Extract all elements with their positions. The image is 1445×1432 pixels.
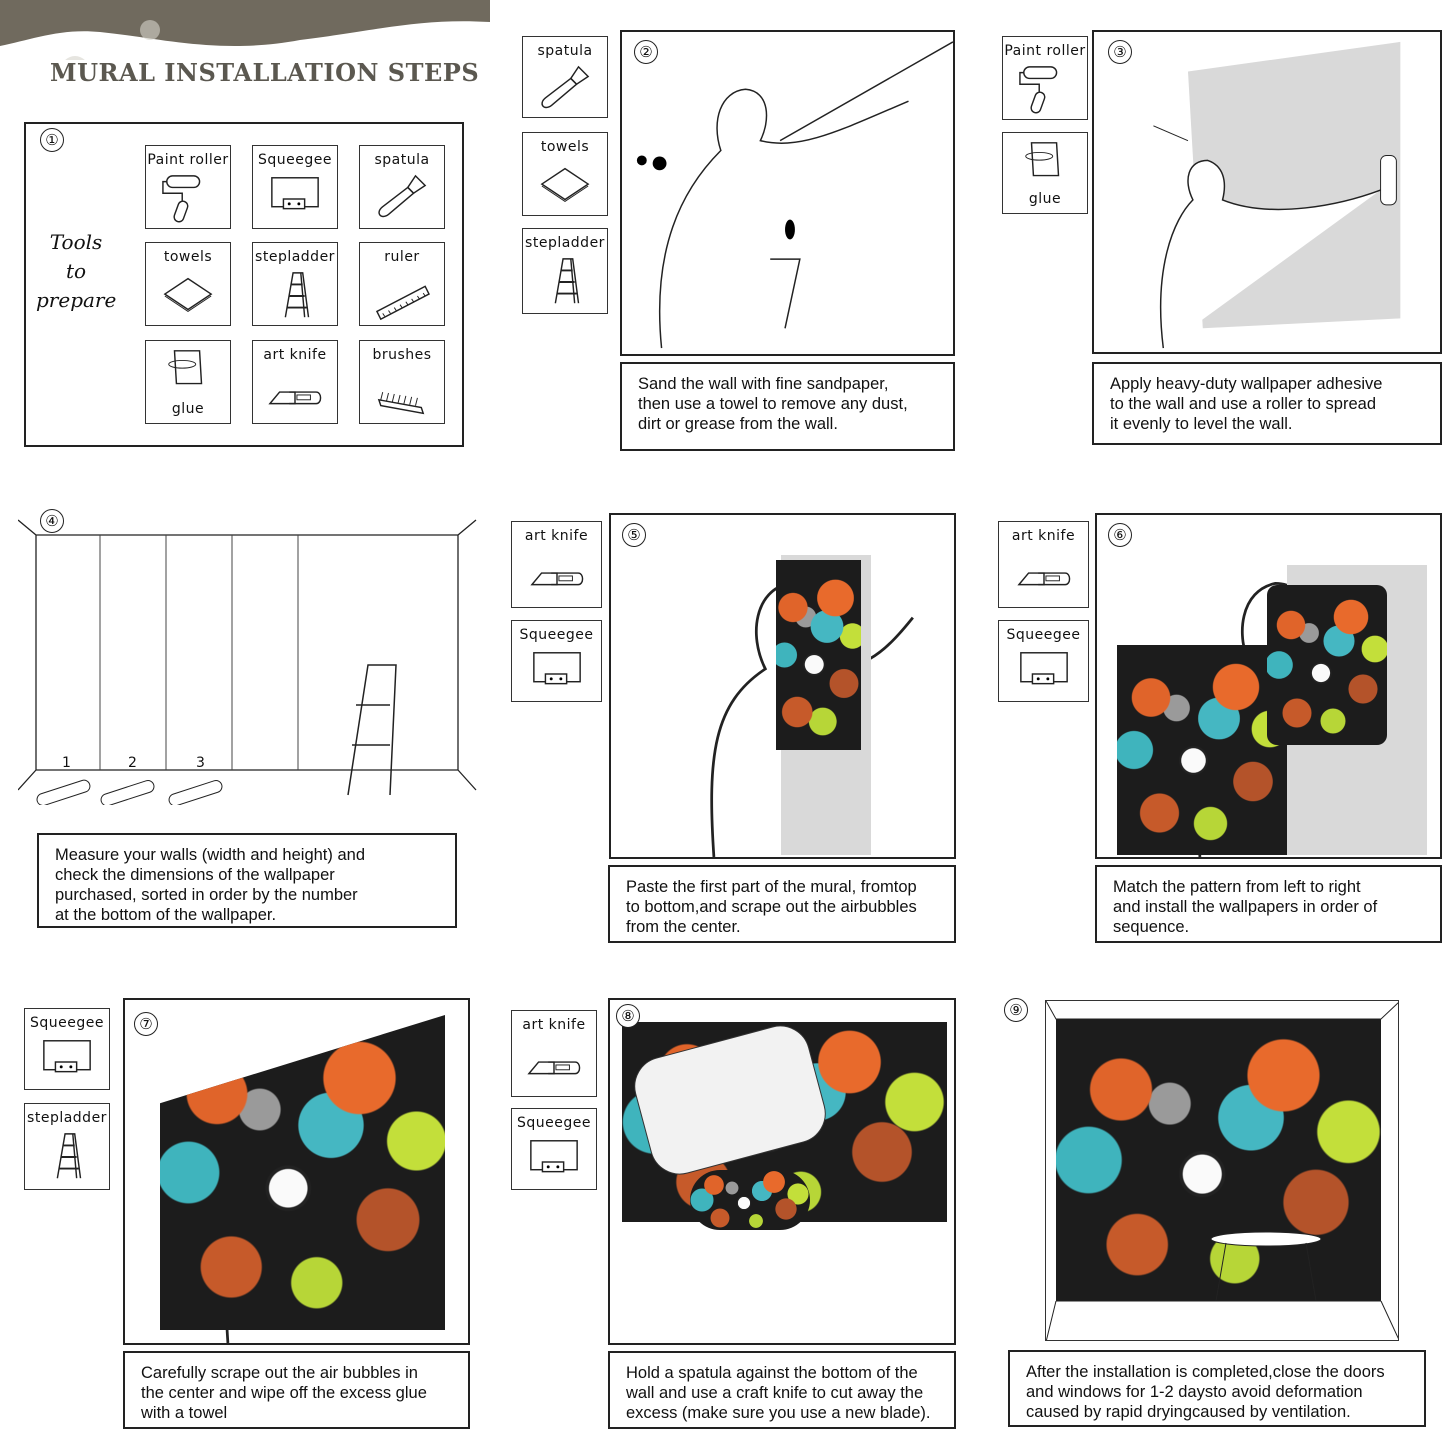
tool-label: stepladder (525, 235, 605, 251)
tool-label: towels (163, 249, 213, 265)
tool-card (145, 340, 231, 424)
step-6-illustration (1095, 513, 1442, 859)
tool-card (998, 521, 1089, 608)
step-4-illustration (18, 505, 478, 805)
tool-card (522, 36, 608, 118)
brush-icon (372, 367, 432, 421)
panel-number-label: 2 (128, 755, 137, 771)
paint-roller-icon (158, 172, 218, 226)
tool-card (24, 1103, 110, 1190)
tool-label: Squeegee (258, 152, 332, 168)
step-2-illustration (620, 30, 955, 356)
step-number: ② (634, 40, 658, 64)
step-8-illustration (608, 998, 956, 1345)
art-knife-icon (1014, 548, 1074, 602)
spatula-icon (535, 63, 595, 117)
tool-card (511, 1010, 597, 1097)
tool-card (145, 145, 231, 229)
tool-label: art knife (524, 528, 589, 544)
tool-label: Squeegee (519, 627, 594, 643)
glue-bucket-icon (158, 345, 218, 399)
tool-label: stepladder (27, 1110, 107, 1126)
art-knife-icon (527, 548, 587, 602)
tool-card (359, 145, 445, 229)
squeegee-icon (37, 1035, 97, 1089)
tool-card (145, 242, 231, 326)
tool-label: Squeegee (30, 1015, 104, 1031)
stepladder-icon (535, 255, 595, 309)
room-illustration (1046, 1001, 1399, 1341)
step-caption: Match the pattern from left to right and install the wallpapers in order of sequence. (1095, 865, 1442, 943)
tool-label: spatula (374, 152, 430, 168)
step-5-illustration (609, 513, 956, 859)
tool-label: Squeegee (517, 1115, 591, 1131)
step-number: ① (40, 128, 64, 152)
glue-bucket-icon (1015, 137, 1075, 191)
step-caption: Sand the wall with fine sandpaper, then use a towel to remove any dust, dirt or grease from the wall. (620, 362, 955, 451)
tool-card (252, 340, 338, 424)
squeegee-icon (265, 172, 325, 226)
ruler-icon (372, 269, 432, 323)
step-7-illustration (123, 998, 470, 1345)
towel-icon (535, 159, 595, 213)
paint-roller-icon (1015, 63, 1075, 117)
tool-label: art knife (1011, 528, 1076, 544)
step-number: ⑥ (1108, 523, 1132, 547)
art-knife-icon (265, 367, 325, 421)
tool-card (252, 145, 338, 229)
tool-card (1002, 36, 1088, 120)
step-caption: After the installation is completed,close the doors and windows for 1-2 daysto avoid deformation caused by rapid dryingcaused by ventilation. (1008, 1350, 1426, 1427)
tool-label: glue (171, 401, 205, 417)
mural-panel (1117, 645, 1287, 855)
tool-label: Paint roller (1004, 43, 1086, 59)
page-title: MURAL INSTALLATION STEPS (50, 58, 480, 87)
tool-label: glue (1028, 191, 1062, 207)
tool-card (522, 132, 608, 216)
tool-card (252, 242, 338, 326)
tool-card (24, 1008, 110, 1090)
tool-card (359, 340, 445, 424)
step-number: ⑤ (622, 523, 646, 547)
tool-label: brushes (372, 347, 432, 363)
tool-label: Squeegee (1006, 627, 1081, 643)
spatula-icon (372, 172, 432, 226)
panel-number-label: 1 (62, 755, 71, 771)
tool-label: Paint roller (147, 152, 229, 168)
squeegee-icon (1014, 647, 1074, 701)
step-3-illustration (1092, 30, 1442, 354)
mural-roll (1267, 585, 1387, 745)
tools-heading: Tools to prepare (36, 230, 117, 312)
step-9-illustration (1045, 1000, 1399, 1341)
tool-card (1002, 132, 1088, 214)
step-number: ⑨ (1004, 998, 1028, 1022)
tool-card (522, 228, 608, 314)
tool-card (359, 242, 445, 326)
stepladder-icon (37, 1130, 97, 1184)
step-caption: Carefully scrape out the air bubbles in the center and wipe off the excess glue with a towel (123, 1351, 470, 1429)
squeegee-icon (524, 1135, 584, 1189)
header-banner (0, 0, 490, 60)
tool-card (998, 620, 1089, 702)
adhesive-roller-illustration (1094, 32, 1440, 352)
step-caption: Paste the first part of the mural, fromtop to bottom,and scrape out the airbubbles from the center. (608, 865, 956, 943)
mural-strip (776, 560, 861, 750)
wall-panels-illustration (18, 505, 478, 805)
sanding-illustration (622, 32, 953, 354)
step-number: ④ (40, 509, 64, 533)
art-knife-icon (524, 1037, 584, 1091)
step-caption: Apply heavy-duty wallpaper adhesive to the wall and use a roller to spread it evenly to level the wall. (1092, 362, 1442, 445)
tool-label: spatula (537, 43, 593, 59)
tool-card (511, 1108, 597, 1190)
towel-icon (158, 269, 218, 323)
stepladder-icon (265, 269, 325, 323)
step-number: ③ (1108, 40, 1132, 64)
tool-label: stepladder (255, 249, 335, 265)
panel-number-label: 3 (196, 755, 205, 771)
squeegee-icon (527, 647, 587, 701)
step-number: ⑧ (616, 1004, 640, 1028)
tool-label: art knife (522, 1017, 586, 1033)
tool-label: ruler (384, 249, 420, 265)
tool-label: art knife (263, 347, 327, 363)
tool-label: towels (540, 139, 590, 155)
step-caption: Hold a spatula against the bottom of the wall and use a craft knife to cut away the excess (make sure you use a new blade). (608, 1351, 956, 1429)
step-caption: Measure your walls (width and height) and check the dimensions of the wallpaper purchased, sorted in order by the number at the bottom of the wallpaper. (37, 833, 457, 928)
tool-card (511, 620, 602, 702)
tool-card (511, 521, 602, 608)
step-number: ⑦ (134, 1012, 158, 1036)
